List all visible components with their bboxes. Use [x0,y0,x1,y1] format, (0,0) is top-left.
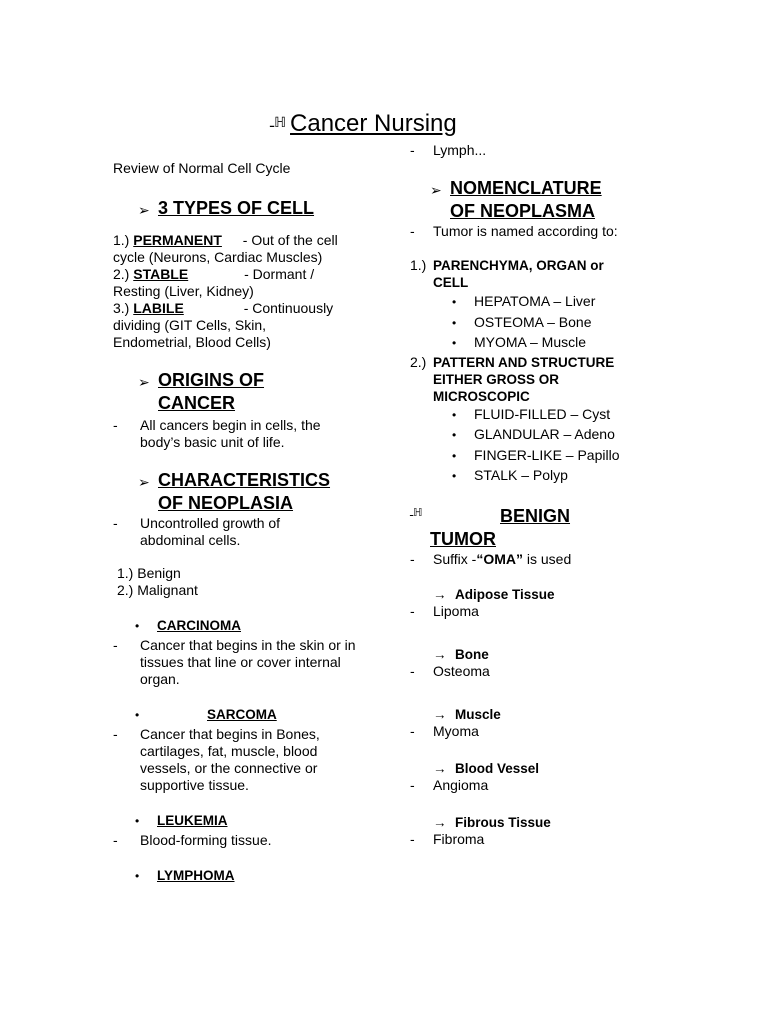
bullet-icon: • [135,708,140,722]
carcinoma-item: • CARCINOMA [135,618,241,633]
tissue-example: - Osteoma [410,662,490,679]
right-arrow-icon: → [433,706,447,722]
carcinoma-text: - Cancer that begins in the skin or in tissues that line or cover internal organ. [113,637,356,687]
characteristics-heading: ➢ CHARACTERISTICS OF NEOPLASIA [138,470,331,513]
leukemia-item: • LEUKEMIA [135,813,228,828]
pattern-list [410,405,655,487]
benign-line: 1.) Benign [117,565,181,581]
tissue-group [410,586,655,620]
list-item: • FINGER-LIKE – Papillo [452,446,620,463]
left-column [113,160,363,885]
tissue-heading: → Blood Vessel [433,760,540,776]
right-arrow-icon: → [433,814,447,830]
lymph-line: - Lymph... [410,142,487,158]
bullet-icon: • [135,814,140,828]
leukemia-text: - Blood-forming tissue. [113,832,272,848]
malignant-line: 2.) Malignant [117,582,198,598]
tissue-group [410,760,655,794]
right-arrow-icon: → [433,646,447,662]
title-text: Cancer Nursing [290,110,457,137]
symbol-mark-icon: ـℍ [410,506,423,519]
list-item: • MYOMA – Muscle [452,334,587,350]
tissue-heading: → Adipose Tissue [433,586,555,602]
intro-text: Review of Normal Cell Cycle [113,160,291,176]
tissue-example: - Angioma [410,776,489,793]
right-arrow-icon: → [433,760,447,776]
arrow-bullet-icon: ➢ [138,202,150,218]
types-heading: ➢ 3 TYPES OF CELL [138,197,363,222]
symbol-mark-icon: ـℍ [270,114,287,130]
suffix-line: - Suffix -“OMA” is used [410,550,572,567]
origins-text: - All cancers begin in cells, the body’s basic unit of life. [113,417,321,450]
pattern-group: 2.) PATTERN AND STRUCTURE EITHER GROSS OR MICROSCOPIC [410,353,615,404]
lymphoma-item: • LYMPHOMA [135,868,235,883]
tissue-group [410,706,655,740]
bullet-icon: • [135,869,140,883]
tissue-example: - Myoma [410,722,479,739]
page-title [270,110,457,138]
list-item: • OSTEOMA – Bone [452,313,592,330]
arrow-bullet-icon: ➢ [138,474,150,490]
tissue-group [410,646,655,680]
sarcoma-text: - Cancer that begins in Bones, cartilages, fat, muscle, blood vessels, or the connective or supportive tissue. [113,726,320,793]
parenchyma-group: 1.) PARENCHYMA, ORGAN or CELL [410,257,604,290]
arrow-bullet-icon: ➢ [430,182,442,198]
cell-type-stable: 2.) STABLE - Dormant / Resting (Liver, Kidney) [113,266,315,299]
cell-type-permanent: 1.) PERMANENT - Out of the cell cycle (Neurons, Cardiac Muscles) [113,232,338,265]
tissue-heading: → Fibrous Tissue [433,814,551,830]
cell-types-list [113,232,363,351]
tissue-heading: → Muscle [433,706,501,722]
list-item: • GLANDULAR – Adeno [452,426,615,442]
benign-tumor-heading: ـℍ BENIGN TUMOR [410,505,571,549]
bullet-icon: • [135,619,140,633]
parenchyma-list [410,292,655,354]
list-item: • HEPATOMA – Liver [452,293,596,309]
nomenclature-heading: ➢ NOMENCLATURE OF NEOPLASMA [430,178,602,221]
sarcoma-item: • SARCOMA [135,707,277,722]
right-column [410,142,655,848]
tissue-group [410,814,655,848]
nomenclature-text: - Tumor is named according to: [410,223,618,239]
cell-type-labile: 3.) LABILE - Continuously dividing (GIT Cells, Skin, Endometrial, Blood Cells) [113,300,334,350]
tissue-heading: → Bone [433,646,489,662]
tissue-example: - Fibroma [410,830,485,847]
list-item: • STALK – Polyp [452,467,568,483]
tissue-example: - Lipoma [410,602,479,619]
characteristics-text: - Uncontrolled growth of abdominal cells. [113,515,281,548]
origins-heading: ➢ ORIGINS OF CANCER [138,370,265,413]
right-arrow-icon: → [433,586,447,602]
list-item: • FLUID-FILLED – Cyst [452,405,611,422]
arrow-bullet-icon: ➢ [138,374,150,390]
